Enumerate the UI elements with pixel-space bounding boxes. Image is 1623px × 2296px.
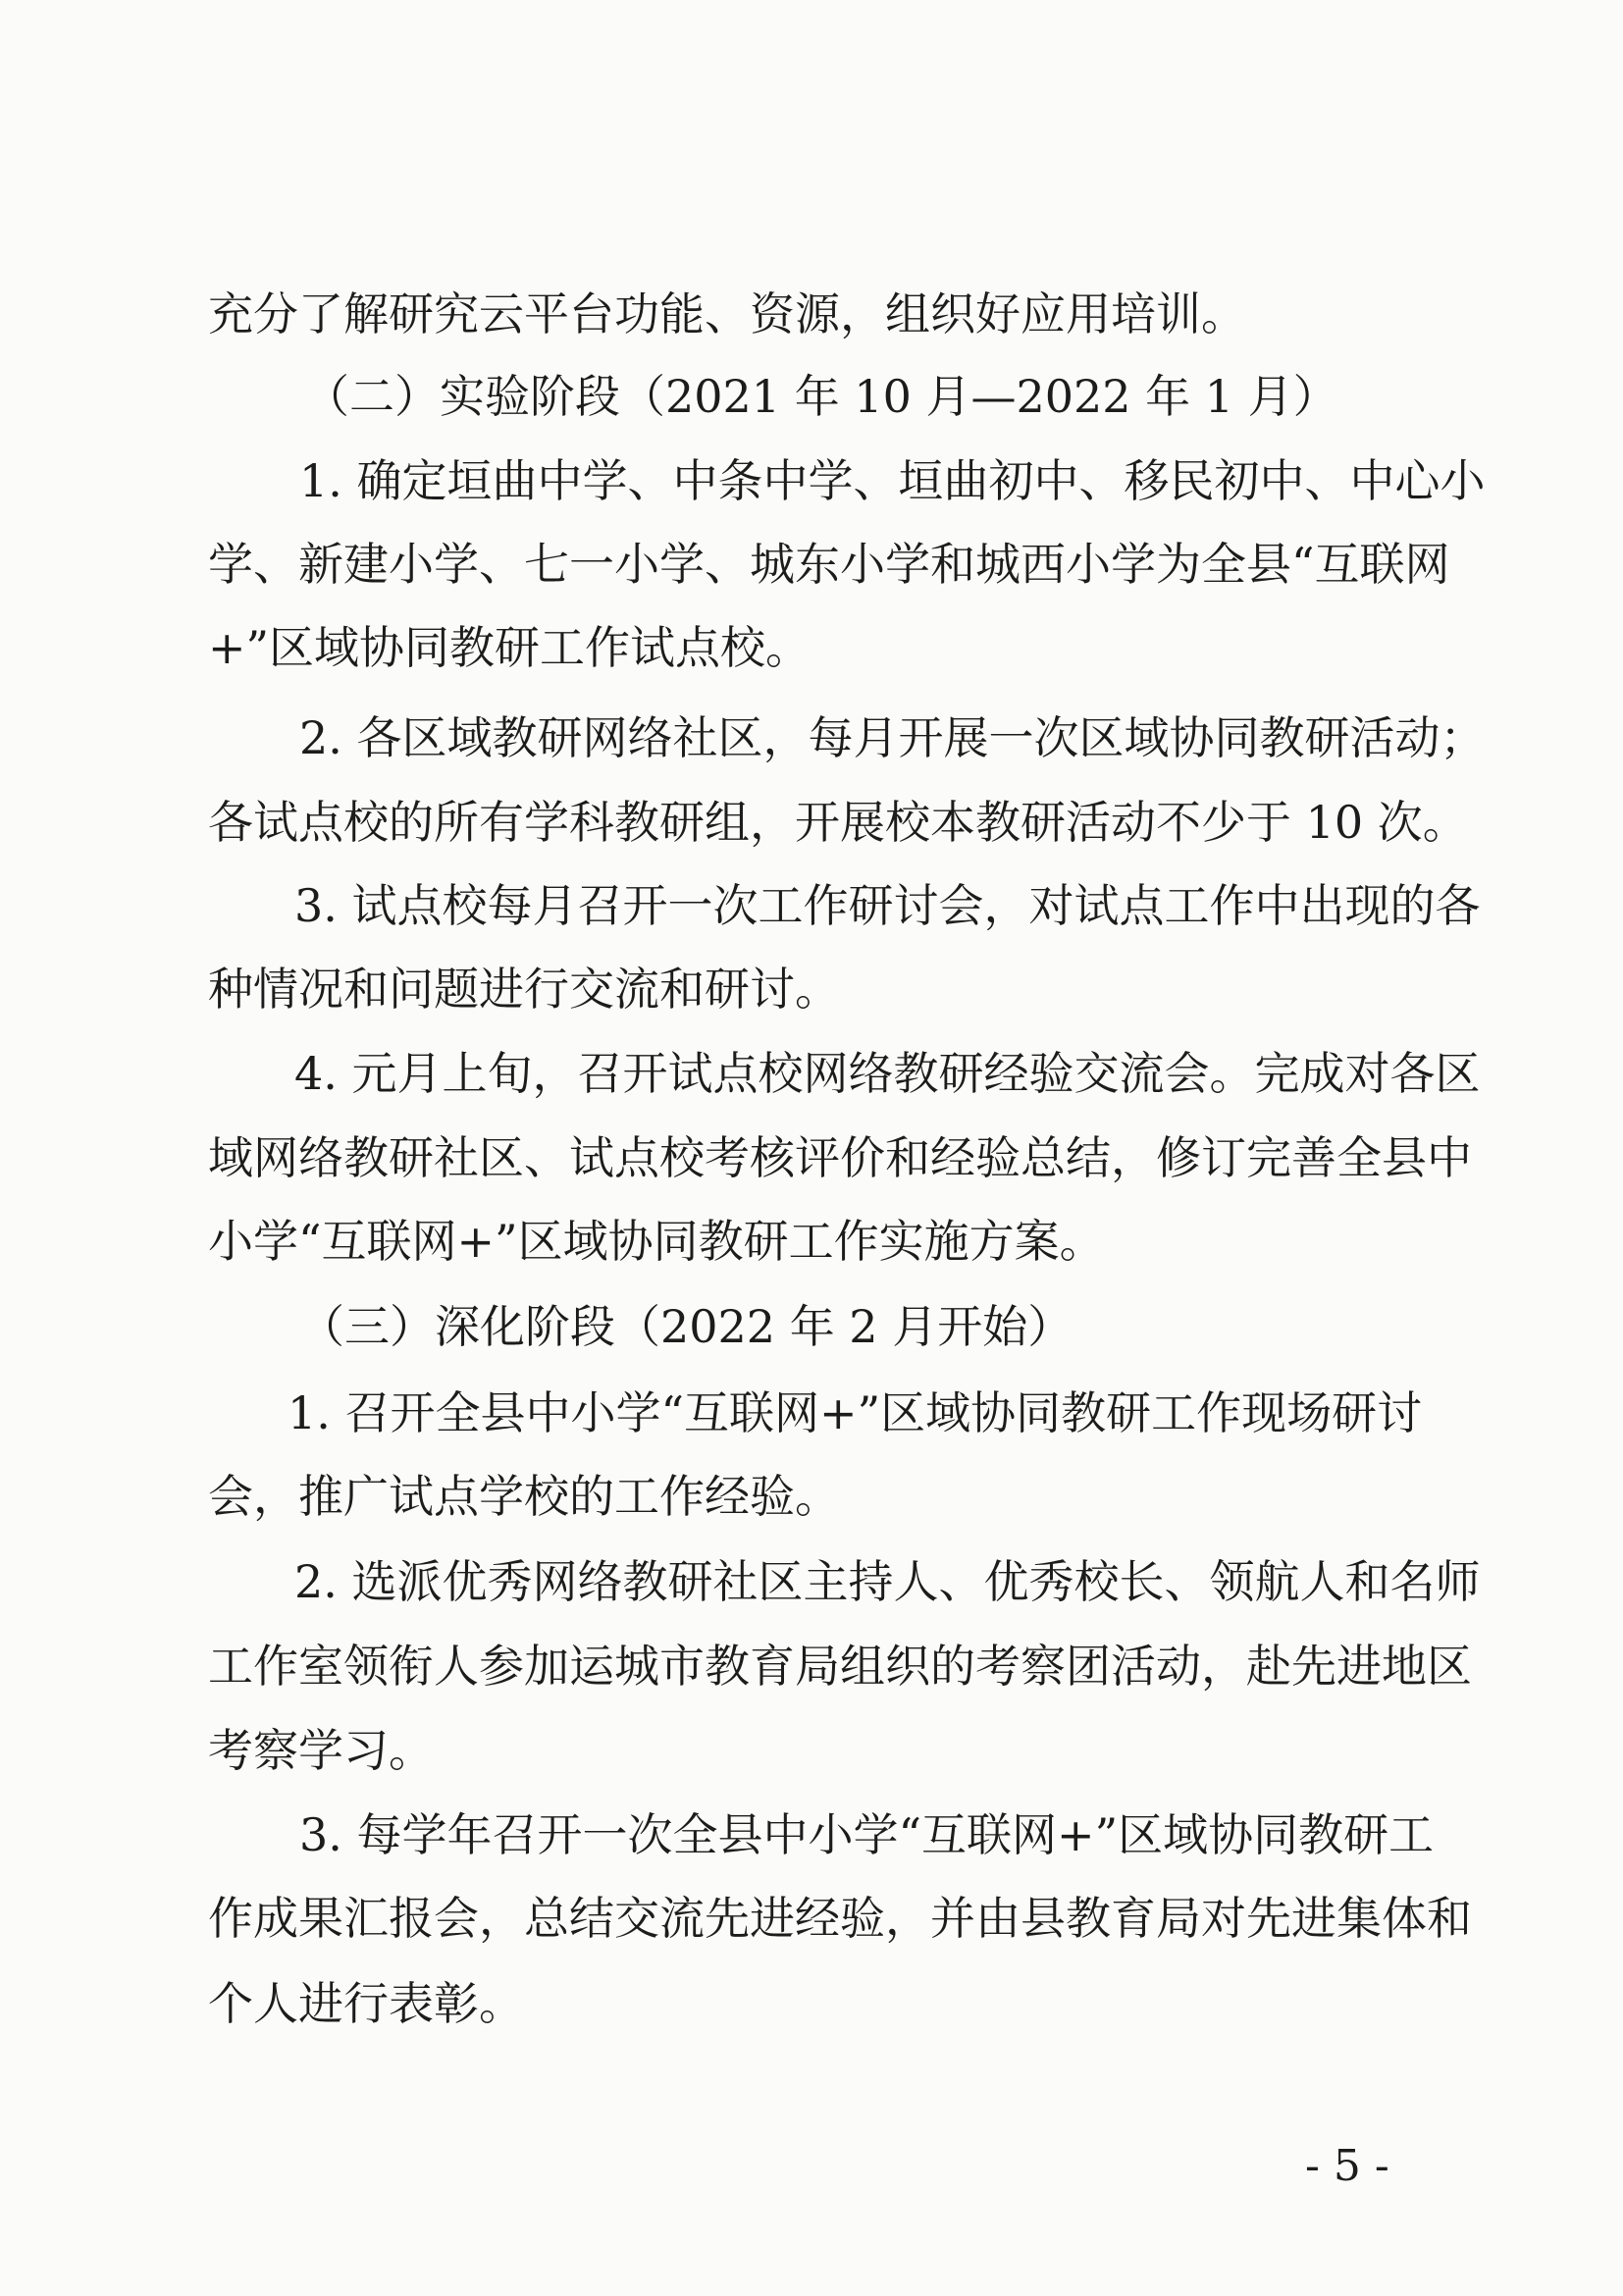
text-line-13: （三）深化阶段（2022 年 2 月开始）: [299, 1300, 1073, 1353]
text-line-9: 种情况和问题进行交流和研讨。: [208, 963, 840, 1016]
text-line-6: 2. 各区域教研网络社区，每月开展一次区域协同教研活动；: [299, 711, 1486, 764]
text-line-12: 小学“互联网+”区域协同教研工作实施方案。: [208, 1215, 1105, 1268]
text-line-19: 3. 每学年召开一次全县中小学“互联网+”区域协同教研工: [299, 1808, 1435, 1861]
text-line-18: 考察学习。: [208, 1724, 434, 1777]
text-line-3: 1. 确定垣曲中学、中条中学、垣曲初中、移民初中、中心小: [299, 454, 1486, 507]
text-line-10: 4. 元月上旬，召开试点校网络教研经验交流会。完成对各区: [294, 1047, 1481, 1100]
text-line-8: 3. 试点校每月召开一次工作研讨会，对试点工作中出现的各: [294, 879, 1481, 932]
text-line-20: 作成果汇报会，总结交流先进经验，并由县教育局对先进集体和: [208, 1892, 1472, 1945]
text-line-14: 1. 召开全县中小学“互联网+”区域协同教研工作现场研讨: [288, 1386, 1423, 1439]
text-line-7: 各试点校的所有学科教研组，开展校本教研活动不少于 10 次。: [208, 796, 1468, 849]
text-line-21: 个人进行表彰。: [208, 1977, 524, 2030]
text-line-2: （二）实验阶段（2021 年 10 月—2022 年 1 月）: [304, 370, 1338, 423]
text-line-17: 工作室领衔人参加运城市教育局组织的考察团活动，赴先进地区: [208, 1640, 1472, 1693]
text-line-1: 充分了解研究云平台功能、资源，组织好应用培训。: [208, 287, 1246, 340]
text-line-4: 学、新建小学、七一小学、城东小学和城西小学为全县“互联网: [208, 538, 1450, 591]
page-number: - 5 -: [1305, 2141, 1389, 2191]
text-line-16: 2. 选派优秀网络教研社区主持人、优秀校长、领航人和名师: [294, 1555, 1481, 1608]
text-line-15: 会，推广试点学校的工作经验。: [208, 1470, 840, 1523]
text-line-5: +”区域协同教研工作试点校。: [208, 621, 812, 674]
text-line-11: 域网络教研社区、试点校考核评价和经验总结，修订完善全县中: [208, 1131, 1472, 1184]
